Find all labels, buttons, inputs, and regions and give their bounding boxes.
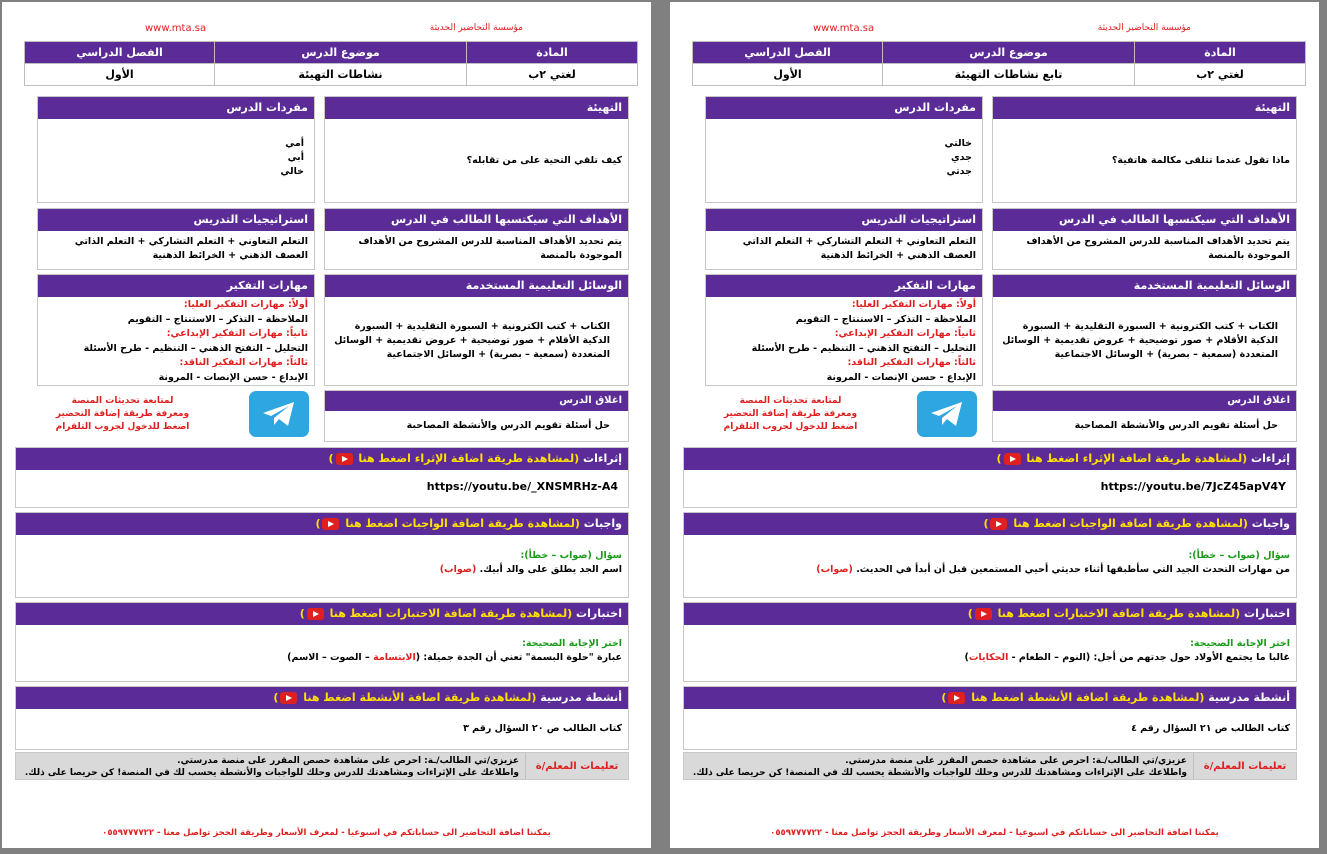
tests-question-type: اختر الإجابة الصحيحة: bbox=[1190, 638, 1290, 649]
homework-label: واجبات bbox=[583, 517, 622, 530]
strategies-title: استراتيجيات التدريس bbox=[38, 209, 314, 231]
thinking-heading-3: ثالثاً: مهارات التفكير الناقد: bbox=[847, 357, 976, 368]
thinking-text-1: الملاحظة – التذكر – الاستنتاج – التقويم bbox=[127, 313, 308, 325]
footer-contact: يمكننا اضافة التحاضير الى حساباتكم في اسبوعيا - لمعرف الأسعار وطريقة الحجز تواصل معنا - ٠٥٥٩٧٧٧٧٢٢ bbox=[102, 828, 551, 838]
thinking-heading-3: ثالثاً: مهارات التفكير الناقد: bbox=[179, 357, 308, 368]
enrichment-label: إثراءات bbox=[1251, 452, 1290, 465]
youtube-icon[interactable] bbox=[322, 518, 339, 530]
telegram-link[interactable] bbox=[897, 391, 977, 437]
promo-line: ومعرفة طريقة إضافة التحضير bbox=[55, 409, 190, 419]
goals-title: الأهداف التي سيكتسبها الطالب في الدرس bbox=[325, 209, 628, 231]
tests-header bbox=[684, 603, 1296, 625]
enrichment-header bbox=[16, 448, 628, 470]
vocab-item: أمي bbox=[285, 138, 304, 149]
thinking-heading-2: ثانياً: مهارات التفكير الإبداعي: bbox=[834, 328, 976, 339]
closing-text: حل أسئلة تقويم الدرس والأنشطة المصاحبة bbox=[406, 420, 610, 431]
warmup-text: ماذا تقول عندما تتلقى مكالمة هاتفية؟ bbox=[1111, 154, 1290, 166]
closing-box bbox=[992, 390, 1297, 442]
tests-header bbox=[16, 603, 628, 625]
promo-line: لمتابعة تحديثات المنصة bbox=[71, 396, 174, 406]
footer-contact: يمكننا اضافة التحاضير الى حساباتكم في اسبوعيا - لمعرف الأسعار وطريقة الحجز تواصل معنا - ٠٥٥٩٧٧٧٧٢٢ bbox=[770, 828, 1219, 838]
youtube-icon[interactable] bbox=[975, 608, 992, 620]
homework-question: اسم الجد يطلق على والد أبيك. (صواب) bbox=[439, 564, 622, 575]
closing-title: اغلاق الدرس bbox=[325, 391, 628, 411]
lesson-info-table bbox=[24, 41, 638, 86]
site-url[interactable]: www.mta.sa bbox=[145, 23, 207, 34]
youtube-icon[interactable] bbox=[336, 453, 353, 465]
homework-answer: (صواب) bbox=[439, 564, 477, 575]
closing-box bbox=[324, 390, 629, 442]
vocab-item: جدتي bbox=[946, 166, 972, 177]
activities-howto-link[interactable]: (لمشاهدة طريقة اضافة الأنشطة اضغط هنا ) bbox=[941, 691, 1205, 704]
telegram-promo-text[interactable] bbox=[708, 395, 873, 434]
closing-text: حل أسئلة تقويم الدرس والأنشطة المصاحبة bbox=[1074, 420, 1278, 431]
thinking-heading-2: ثانياً: مهارات التفكير الإبداعي: bbox=[166, 328, 308, 339]
homework-body bbox=[16, 535, 628, 581]
aids-text: الكتاب + كتب الكترونية + السبورة التقليدية + السبورة الذكية الأقلام + صور توضيحية + عروض تقديمية + الوسائل المتعددة (سمعية – بصرية) + الوسائل الاجتماعية bbox=[334, 321, 610, 360]
tests-label: اختبارات bbox=[1244, 607, 1290, 620]
telegram-icon[interactable] bbox=[249, 391, 309, 437]
goals-box bbox=[324, 208, 629, 270]
tests-box bbox=[683, 602, 1297, 682]
tests-question: غالبا ما يجتمع الأولاد حول جدتهم من أجل: (النوم – الطعام - الحكايات) bbox=[964, 652, 1290, 663]
topic-header: موضوع الدرس bbox=[883, 42, 1135, 64]
thinking-heading-1: أولاً: مهارات التفكير العليا: bbox=[851, 299, 976, 310]
goals-title: الأهداف التي سيكتسبها الطالب في الدرس bbox=[993, 209, 1296, 231]
enrichment-howto-link[interactable]: (لمشاهدة طريقة اضافة الإثراء اضغط هنا ) bbox=[996, 452, 1248, 465]
warmup-box bbox=[992, 96, 1297, 203]
homework-question-type: سؤال (صواب – خطأ): bbox=[520, 550, 622, 561]
enrichment-box bbox=[683, 447, 1297, 508]
vocab-item: خالي bbox=[280, 166, 304, 177]
activities-label: أنشطة مدرسية bbox=[1208, 691, 1290, 704]
goals-box bbox=[992, 208, 1297, 270]
promo-line: ومعرفة طريقة إضافة التحضير bbox=[723, 409, 858, 419]
thinking-box bbox=[705, 274, 983, 386]
instructions-line: عزيزي/تي الطالب/ـة: احرص على مشاهدة حصص المقرر على منصة مدرستي. bbox=[845, 756, 1187, 766]
closing-title: اغلاق الدرس bbox=[993, 391, 1296, 411]
aids-box bbox=[992, 274, 1297, 386]
site-url[interactable]: www.mta.sa bbox=[813, 23, 875, 34]
tests-answer: الابتسامة bbox=[373, 652, 416, 663]
teacher-instructions bbox=[15, 752, 629, 780]
thinking-text-3: الإبداع - حسن الإنصات - المرونة bbox=[826, 371, 976, 383]
tests-label: اختبارات bbox=[576, 607, 622, 620]
aids-title: الوسائل التعليمية المستخدمة bbox=[993, 275, 1296, 297]
strategies-box bbox=[705, 208, 983, 270]
lesson-page-right bbox=[670, 2, 1319, 848]
homework-question-type: سؤال (صواب – خطأ): bbox=[1188, 550, 1290, 561]
enrichment-box bbox=[15, 447, 629, 508]
activities-box bbox=[683, 686, 1297, 750]
homework-box bbox=[15, 512, 629, 598]
thinking-title: مهارات التفكير bbox=[38, 275, 314, 297]
warmup-title: التهيئة bbox=[993, 97, 1296, 119]
homework-howto-link[interactable]: (لمشاهدة طريقة اضافة الواجبات اضغط هنا ) bbox=[983, 517, 1248, 530]
tests-howto-link[interactable]: (لمشاهدة طريقة اضافة الاختبارات اضغط هنا ) bbox=[967, 607, 1241, 620]
vocab-item: خالتي bbox=[944, 138, 972, 149]
vocab-title: مفردات الدرس bbox=[706, 97, 982, 119]
strategies-text: التعلم التعاوني + التعلم التشاركي + التعلم الذاتي العصف الذهني + الخرائط الذهنية bbox=[74, 236, 308, 261]
homework-answer: (صواب) bbox=[816, 564, 853, 575]
instructions-label: تعليمات المعلم/ة bbox=[1194, 753, 1296, 779]
activities-label: أنشطة مدرسية bbox=[540, 691, 622, 704]
thinking-title: مهارات التفكير bbox=[706, 275, 982, 297]
homework-label: واجبات bbox=[1251, 517, 1290, 530]
goals-text: يتم تحديد الأهداف المناسبة للدرس المشروح من الأهداف الموجودة بالمنصة bbox=[358, 236, 622, 261]
vocab-item: أبي bbox=[287, 152, 304, 163]
instructions-text bbox=[684, 753, 1194, 779]
aids-box bbox=[324, 274, 629, 386]
vocab-item: جدي bbox=[950, 152, 972, 163]
subject-value: لغتي ٢ب bbox=[467, 64, 638, 86]
enrichment-label: إثراءات bbox=[583, 452, 622, 465]
warmup-box bbox=[324, 96, 629, 203]
activities-header bbox=[684, 687, 1296, 709]
warmup-title: التهيئة bbox=[325, 97, 628, 119]
vocab-list bbox=[706, 119, 982, 183]
aids-text: الكتاب + كتب الكترونية + السبورة التقليدية + السبورة الذكية الأقلام + صور توضيحية + عروض تقديمية + الوسائل المتعددة (سمعية – بصرية) + الوسائل الاجتماعية bbox=[1002, 321, 1278, 360]
promo-line: لمتابعة تحديثات المنصة bbox=[739, 396, 842, 406]
goals-text: يتم تحديد الأهداف المناسبة للدرس المشروح من الأهداف الموجودة بالمنصة bbox=[1026, 236, 1290, 261]
tests-question-type: اختر الإجابة الصحيحة: bbox=[522, 638, 622, 649]
vocab-box bbox=[37, 96, 315, 203]
tests-body bbox=[684, 625, 1296, 669]
topic-value: نشاطات التهيئة bbox=[215, 64, 467, 86]
homework-header bbox=[684, 513, 1296, 535]
homework-header bbox=[16, 513, 628, 535]
enrichment-howto-link[interactable]: (لمشاهدة طريقة اضافة الإثراء اضغط هنا ) bbox=[328, 452, 580, 465]
subject-header: المادة bbox=[1135, 42, 1306, 64]
promo-line: اضغط للدخول لجروب التلقرام bbox=[723, 422, 858, 432]
enrichment-url[interactable]: https://youtu.be/_XNSMRHz-A4 bbox=[426, 480, 618, 493]
thinking-heading-1: أولاً: مهارات التفكير العليا: bbox=[183, 299, 308, 310]
semester-value: الأول bbox=[25, 64, 215, 86]
tests-box bbox=[15, 602, 629, 682]
activities-box bbox=[15, 686, 629, 750]
telegram-link[interactable] bbox=[229, 391, 309, 437]
warmup-text: كيف تلقي التحية على من تقابله؟ bbox=[466, 154, 622, 166]
semester-header: الفصل الدراسي bbox=[693, 42, 883, 64]
lesson-page-left bbox=[2, 2, 651, 848]
strategies-box bbox=[37, 208, 315, 270]
thinking-box bbox=[37, 274, 315, 386]
instructions-line: عزيزي/تي الطالب/ـة: احرص على مشاهدة حصص المقرر على منصة مدرستي. bbox=[177, 756, 519, 766]
vocab-list bbox=[38, 119, 314, 183]
tests-howto-link[interactable]: (لمشاهدة طريقة اضافة الاختبارات اضغط هنا ) bbox=[299, 607, 573, 620]
thinking-text-2: التحليل – التفتح الذهني – التنظيم - طرح الأسئلة bbox=[83, 342, 308, 354]
thinking-body bbox=[706, 297, 982, 389]
tests-answer: الحكايات bbox=[968, 652, 1009, 663]
subject-value: لغتي ٢ب bbox=[1135, 64, 1306, 86]
topic-value: تابع نشاطات التهيئة bbox=[883, 64, 1135, 86]
youtube-icon[interactable] bbox=[307, 608, 324, 620]
instructions-text bbox=[16, 753, 526, 779]
youtube-icon[interactable] bbox=[280, 692, 297, 704]
thinking-body bbox=[38, 297, 314, 389]
tests-body bbox=[16, 625, 628, 669]
youtube-icon[interactable] bbox=[990, 518, 1007, 530]
activities-text: كتاب الطالب ص ٢١ السؤال رقم ٤ bbox=[1131, 723, 1290, 734]
lesson-info-table bbox=[692, 41, 1306, 86]
tests-question: عبارة "حلوة البسمة" تعني أن الجدة جميلة: (الابتسامة – الصوت – الاسم) bbox=[287, 652, 622, 663]
publisher-name: مؤسسة التحاضير الحديثة bbox=[1097, 23, 1191, 33]
thinking-text-3: الإبداع - حسن الإنصات - المرونة bbox=[158, 371, 308, 383]
homework-box bbox=[683, 512, 1297, 598]
subject-header: المادة bbox=[467, 42, 638, 64]
publisher-name: مؤسسة التحاضير الحديثة bbox=[429, 23, 523, 33]
telegram-icon[interactable] bbox=[917, 391, 977, 437]
homework-body bbox=[684, 535, 1296, 581]
thinking-text-2: التحليل – التفتح الذهني – التنظيم - طرح الأسئلة bbox=[751, 342, 976, 354]
homework-howto-link[interactable]: (لمشاهدة طريقة اضافة الواجبات اضغط هنا ) bbox=[315, 517, 580, 530]
youtube-icon[interactable] bbox=[1004, 453, 1021, 465]
enrichment-header bbox=[684, 448, 1296, 470]
instructions-line: واطلاعك على الإثراءات ومشاهدتك للدرس وحلك للواجبات والأنشطة يحسب لك في المنصة! كن حريصا على ذلك. bbox=[24, 768, 519, 778]
activities-text: كتاب الطالب ص ٢٠ السؤال رقم ٣ bbox=[463, 723, 622, 734]
activities-header bbox=[16, 687, 628, 709]
homework-question: من مهارات التحدث الجيد التي سأطبقها أثناء حديثي أحيي المستمعين قبل أن أبدأ في الحديث. (صواب) bbox=[816, 564, 1290, 575]
activities-howto-link[interactable]: (لمشاهدة طريقة اضافة الأنشطة اضغط هنا ) bbox=[273, 691, 537, 704]
vocab-box bbox=[705, 96, 983, 203]
telegram-promo-text[interactable] bbox=[40, 395, 205, 434]
teacher-instructions bbox=[683, 752, 1297, 780]
strategies-title: استراتيجيات التدريس bbox=[706, 209, 982, 231]
semester-value: الأول bbox=[693, 64, 883, 86]
vocab-title: مفردات الدرس bbox=[38, 97, 314, 119]
thinking-text-1: الملاحظة – التذكر – الاستنتاج – التقويم bbox=[795, 313, 976, 325]
aids-title: الوسائل التعليمية المستخدمة bbox=[325, 275, 628, 297]
instructions-label: تعليمات المعلم/ة bbox=[526, 753, 628, 779]
instructions-line: واطلاعك على الإثراءات ومشاهدتك للدرس وحلك للواجبات والأنشطة يحسب لك في المنصة! كن حريصا على ذلك. bbox=[692, 768, 1187, 778]
strategies-text: التعلم التعاوني + التعلم التشاركي + التعلم الذاتي العصف الذهني + الخرائط الذهنية bbox=[742, 236, 976, 261]
enrichment-url[interactable]: https://youtu.be/7JcZ45apV4Y bbox=[1100, 480, 1286, 493]
promo-line: اضغط للدخول لجروب التلقرام bbox=[55, 422, 190, 432]
youtube-icon[interactable] bbox=[948, 692, 965, 704]
semester-header: الفصل الدراسي bbox=[25, 42, 215, 64]
topic-header: موضوع الدرس bbox=[215, 42, 467, 64]
